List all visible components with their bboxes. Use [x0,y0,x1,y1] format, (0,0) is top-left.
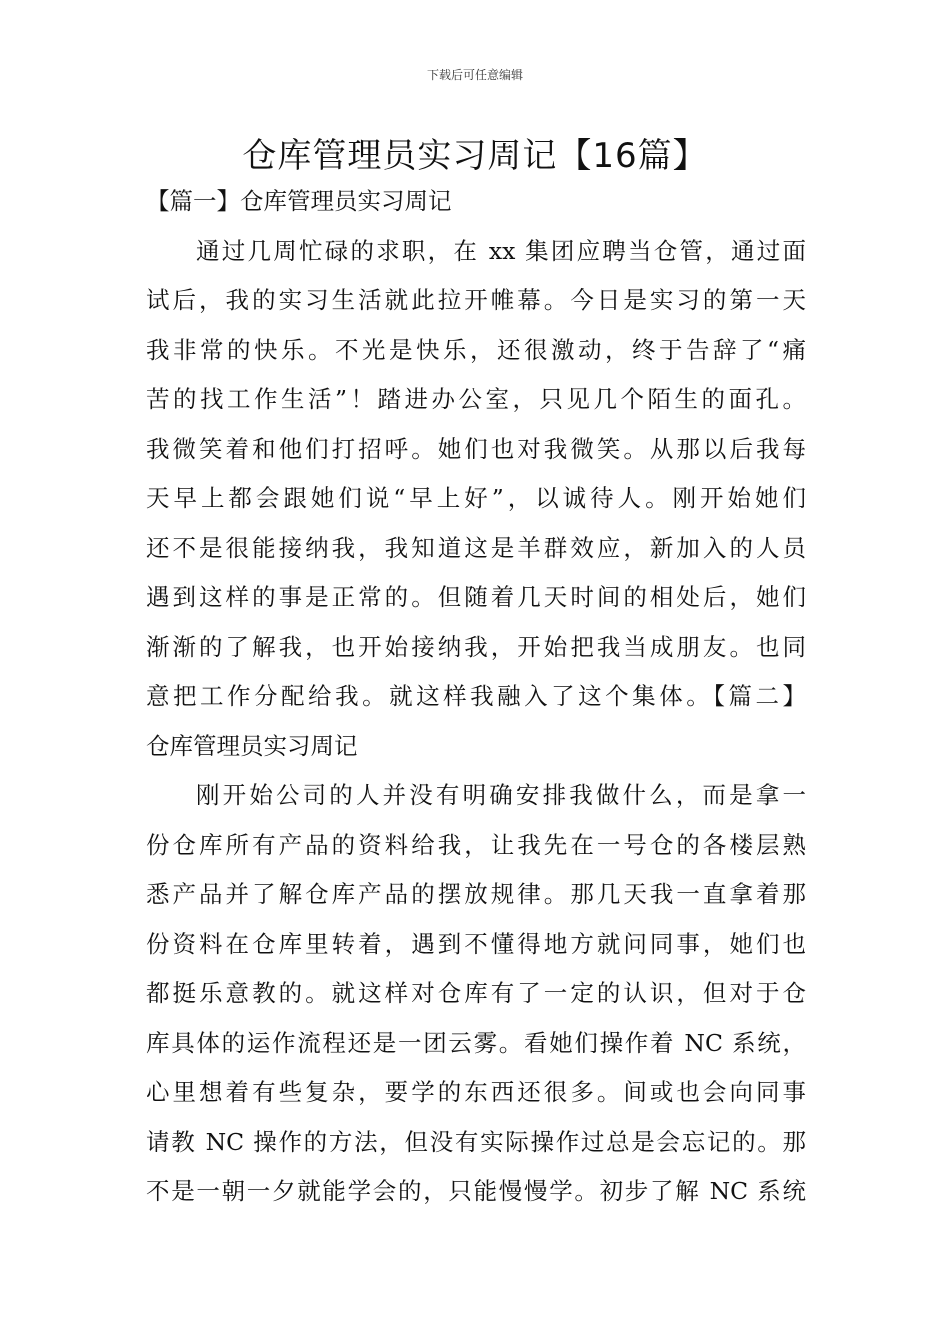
text-line: 请教 NC 操作的方法，但没有实际操作过总是会忘记的。那 [146,1127,806,1156]
text-line: 我非常的快乐。不光是快乐，还很激动，终于告辞了“痛 [146,335,806,364]
text-line: 我微笑着和他们打招呼。她们也对我微笑。从那以后我每 [146,434,806,463]
text-line: 不是一朝一夕就能学会的，只能慢慢学。初步了解 NC 系统 [146,1177,806,1205]
text-line: 库具体的运作流程还是一团云雾。看她们操作着 NC 系统， [146,1028,806,1057]
text-line: 份仓库所有产品的资料给我，让我先在一号仓的各楼层熟 [146,830,806,859]
text-line: 试后，我的实习生活就此拉开帷幕。今日是实习的第一天 [146,286,806,314]
header-note: 下载后可任意编辑 [426,68,523,82]
document-body [146,177,806,1217]
text-line: 【篇一】仓库管理员实习周记 [146,187,452,215]
text-line: 仓库管理员实习周记 [146,731,358,760]
text-line: 份资料在仓库里转着，遇到不懂得地方就问同事，她们也 [146,929,806,958]
text-line: 通过几周忙碌的求职，在 xx 集团应聘当仓管，通过面 [196,236,806,265]
text-line: 心里想着有些复杂，要学的东西还很多。间或也会向同事 [146,1078,806,1106]
text-line: 还不是很能接纳我，我知道这是羊群效应，新加入的人员 [146,533,806,562]
text-line: 苦的找工作生活”！踏进办公室，只见几个陌生的面孔。 [146,385,806,413]
text-line: 天早上都会跟她们说“早上好”，以诚待人。刚开始她们 [146,484,806,512]
text-line: 渐渐的了解我，也开始接纳我，开始把我当成朋友。也同 [146,632,806,661]
text-line: 悉产品并了解仓库产品的摆放规律。那几天我一直拿着那 [146,880,806,908]
text-line: 遇到这样的事是正常的。但随着几天时间的相处后，她们 [146,583,806,611]
text-line: 都挺乐意教的。就这样对仓库有了一定的认识，但对于仓 [146,979,806,1007]
text-line: 意把工作分配给我。就这样我融入了这个集体。【篇二】 [146,682,806,710]
document-title: 仓库管理员实习周记【16篇】 [242,136,708,176]
text-line: 刚开始公司的人并没有明确安排我做什么，而是拿一 [196,781,806,809]
